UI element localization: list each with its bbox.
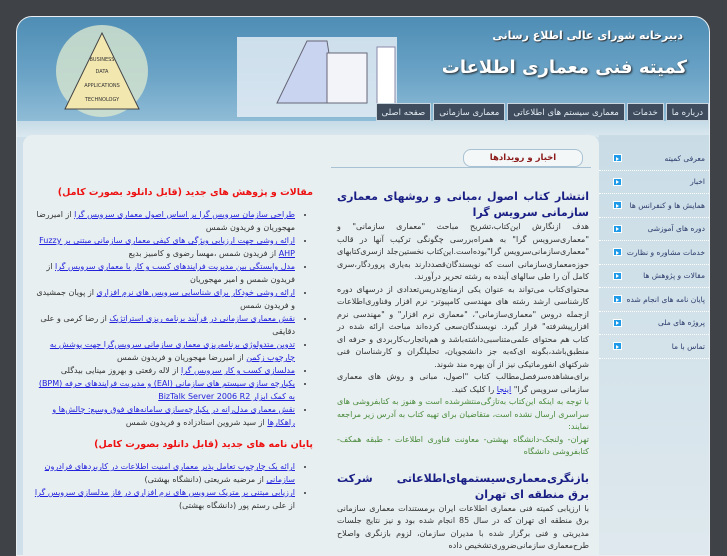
list-item <box>31 312 295 338</box>
download-link[interactable]: مدل وابستگی بین مدیریت فرایندهای کسب و کار با معماری سرویس گرا <box>55 262 295 271</box>
list-item <box>31 234 295 260</box>
theses-list <box>31 460 313 512</box>
sidebar-item-label: همایش ها و کنفرانس ها <box>629 200 705 210</box>
sidebar-item-label: دوره های آموزشی <box>647 224 705 234</box>
sidebar-item[interactable] <box>599 171 710 195</box>
main-nav <box>376 103 709 121</box>
authors: از امیررضا مهجوریان و فریدون شمس <box>36 210 295 232</box>
architecture-pyramid-graphic <box>47 23 157 119</box>
list-item <box>31 486 295 512</box>
text: برای‌مشاهده‌سرفصل‌مطالب کتاب "اصول، مبانی و روش های معماری سازمانی سرویس گرا" <box>337 372 589 394</box>
authors: از فریدون شمس ،مهسا رضوی و کامبیز بدیع <box>128 249 279 258</box>
download-link[interactable]: نقش معماری مدل‌رانه در یکپارچه‌سازی سامانه‌های فوق وسیع: چالش‌ها و راهکارها <box>52 405 295 427</box>
pyramid-label: TECHNOLOGY <box>84 97 120 103</box>
news-column <box>337 189 589 553</box>
authors: از پویان جمشیدی و فریدون شمس <box>36 288 295 310</box>
sidebar-item-label: پروژه های ملی <box>657 318 705 328</box>
authors: از سید شروین استادزاده و فریدون شمس <box>125 418 268 427</box>
download-link[interactable]: ارائه روشی خودکار برای شناسایی سرویس های نرم افزاری <box>96 288 295 297</box>
sidebar-item[interactable] <box>599 312 710 336</box>
news-paragraph: با توجه به اینکه این‌کتاب به‌تازگی‌منتشرشده است و هنوز به کتابفروشی های سراسری ارسال نشده است، متقاضیان برای تهیه کتاب به آدرس زیر مراجعه نمایند: <box>337 397 589 431</box>
list-item <box>31 460 295 486</box>
arrow-bullet-icon <box>613 201 622 209</box>
authors: از رضا کرمی و علی دقایقی <box>40 314 295 336</box>
arrow-bullet-icon <box>613 248 622 256</box>
nav-home[interactable]: صفحه اصلی <box>376 103 432 121</box>
news-paragraph: با ارزیابی کمیته فنی معماری اطلاعات ایران برمستندات معماری سازمانی برق منطقه ای تهران که در سال 85 انجام شده بود و نیز نتایج جلسات مدیریتی و فنی برگزار شده با مدیران سازمان، لزوم بازنگری واصلاح طرح‌معماری سازمانی‌ضروری‌تشخیص داده <box>337 503 589 550</box>
list-item <box>31 260 295 286</box>
nav-is-architecture[interactable]: معماری سیستم های اطلاعاتی <box>507 103 625 121</box>
news-paragraph: محتوای‌کتاب می‌تواند به عنوان یکی ازمنابع‌تدریس‌تعدادی از درسهای دوره کارشناسی ارشد رشته های مهندسی کامپیوتر- نرم افزار وفناوری‌اطلاعات ازجمله دروس "معماری‌سازمانی"، "معماری نرم افزار" و "مهندسی نرم افزارپیشرفته" قرار گیرد. نویسندگان‌سعی کرده‌اند مباحث ارائه شده در کتاب هم محتوای علمی‌متناسبی‌داشته‌باشد و هم‌باتجارب‌کاربردی و حرفه ای منطبق‌باشد،بگونه ای‌که‌به جز دانشجویان، تحلیلگران و کارشناسان فنی شرکتهای انفورماتیکی نیز از آن بهره مند شوند. <box>337 284 589 369</box>
address: تهران- ولنجک-دانشگاه بهشتی- معاونت فناوری اطلاعات - طبقه همکف- کتابفروشی دانشگاه <box>337 434 589 456</box>
authors: از مرضیه شریعتی (دانشگاه بهشتی) <box>144 475 267 484</box>
list-item <box>31 338 295 364</box>
sidebar-item-label: مقالات و پژوهش ها <box>643 271 705 281</box>
sidebar-item[interactable] <box>599 218 710 242</box>
sidebar-item[interactable] <box>599 335 710 359</box>
divider <box>331 167 591 168</box>
list-item <box>31 403 295 429</box>
pyramid-label: BUSINESS <box>89 57 115 63</box>
sidebar-item-label: پایان نامه های انجام شده <box>626 294 705 304</box>
news-title: بازنگری‌معماری‌سیستمهای‌اطلاعاتی شرکت برق منطقه ای تهران <box>337 471 589 501</box>
sidebar-item-label: خدمات مشاوره و نظارت <box>626 247 705 257</box>
sidebar-item-label: تماس با ما <box>671 341 705 351</box>
sidebar-item[interactable] <box>599 241 710 265</box>
download-link[interactable]: یکپارچه سازی سیستم های سازمانی (EAI) و مدیریت فرایندهای حرفه (BPM) به کمک ابزار BizTalk Server 2006 R2 <box>38 379 295 401</box>
book-toc-link[interactable]: اینجا <box>496 384 512 394</box>
list-item <box>31 364 295 377</box>
nav-enterprise-architecture[interactable]: معماری سازمانی <box>433 103 505 121</box>
site-subtitle: دبیرخانه شورای عالی اطلاع رسانی <box>492 29 683 42</box>
download-link[interactable]: نقش معماری سازمانی در فرآیند برنامه ریزی استراتژیک <box>109 314 295 323</box>
sidebar-item[interactable] <box>599 147 710 171</box>
site-title: کمیته فنی معماری اطلاعات <box>441 57 687 78</box>
pyramid-label: DATA <box>95 69 109 75</box>
sidebar-item-label: اخبار <box>690 177 705 187</box>
nav-services[interactable]: خدمات <box>627 103 664 121</box>
arrow-bullet-icon <box>613 225 622 233</box>
sidebar <box>599 135 710 556</box>
authors: از امیررضا مهجوریان و فریدون شمس <box>116 353 247 362</box>
arrow-bullet-icon <box>613 272 622 280</box>
articles-heading: مقالات و پژوهش های جدید (قابل دانلود بصورت کامل) <box>57 187 313 198</box>
download-link[interactable]: طراحی سازمان سرویس گرا بر اساس اصول معماری سرویس گرا <box>74 210 295 219</box>
nav-about[interactable]: درباره ما <box>666 103 709 121</box>
theses-heading: پایان نامه های جدید (قابل دانلود بصورت کامل) <box>94 439 313 450</box>
sidebar-item[interactable] <box>599 265 710 289</box>
list-item <box>31 208 295 234</box>
news-paragraph: هدف ازنگارش این‌کتاب،تشریح مباحث "معماری سازمانی" و "معماری‌سرویس گرا" به همراه‌بررسی چگونگی ترکیب آنها در قالب "معماری‌سازمانی‌سرویس گرا"بوده‌است.این‌کتاب نخستین‌جلد ازسری‌کتابهای حوزه‌معماری‌سازمانی است که نویسندگان‌قصددارند به‌یاری پروردگار،سری کامل آن را طی سالهای آینده به رشته تحریر درآورند. <box>337 222 589 281</box>
text: را کلیک کنید. <box>451 384 497 394</box>
pyramid-label: APPLICATIONS <box>84 83 120 89</box>
arrow-bullet-icon <box>613 295 622 303</box>
arrow-bullet-icon <box>613 319 622 327</box>
arrow-bullet-icon <box>613 154 622 162</box>
authors: از علی رستم پور (دانشگاه بهشتی) <box>179 501 295 510</box>
arrow-bullet-icon <box>613 178 622 186</box>
authors: از لاله رفعتی و بهروز مینایی بیدگلی <box>60 366 182 375</box>
header-banner <box>17 17 710 121</box>
download-link[interactable]: ارائه یک چارچوب تعامل پذیر معماری امنیت اطلاعات در کاربردهای فرادرون سازمانی <box>44 462 295 484</box>
downloads-column <box>31 187 313 512</box>
download-link[interactable]: تدوین متدولوژی برنامه‌ریزی معماری سازمانی سرویس‌گرا جهت پوشش به چارچوب زکمن <box>49 340 295 362</box>
news-title: انتشار کتاب اصول ،مبانی و روشهای معماری سازمانی سرویس گرا <box>337 190 589 219</box>
list-item <box>31 377 295 403</box>
news-section-title: اخبار و رویدادها <box>463 149 583 167</box>
download-link[interactable]: ارائه روشی جهت ارزیابی ویژگی های کیفی معماری سازمانی مبتنی بر Fuzzy AHP <box>39 236 295 258</box>
download-link[interactable]: مدلسازی کسب و کار سرویس گرا <box>181 366 295 375</box>
list-item <box>31 286 295 312</box>
sidebar-item[interactable] <box>599 194 710 218</box>
download-link[interactable]: ارزیابی مبتنی بر متریک سرویس های نرم افزاری در فاز مدلسازی سرویس گرا <box>34 488 295 497</box>
sidebar-item-label: معرفی کمیته <box>664 153 705 163</box>
page-container <box>16 16 710 556</box>
sidebar-item[interactable] <box>599 288 710 312</box>
authors: از فریدون شمس و امیر مهجوریان <box>46 262 295 284</box>
arrow-bullet-icon <box>613 342 622 350</box>
articles-list <box>31 208 313 429</box>
news-paragraph <box>337 371 589 396</box>
